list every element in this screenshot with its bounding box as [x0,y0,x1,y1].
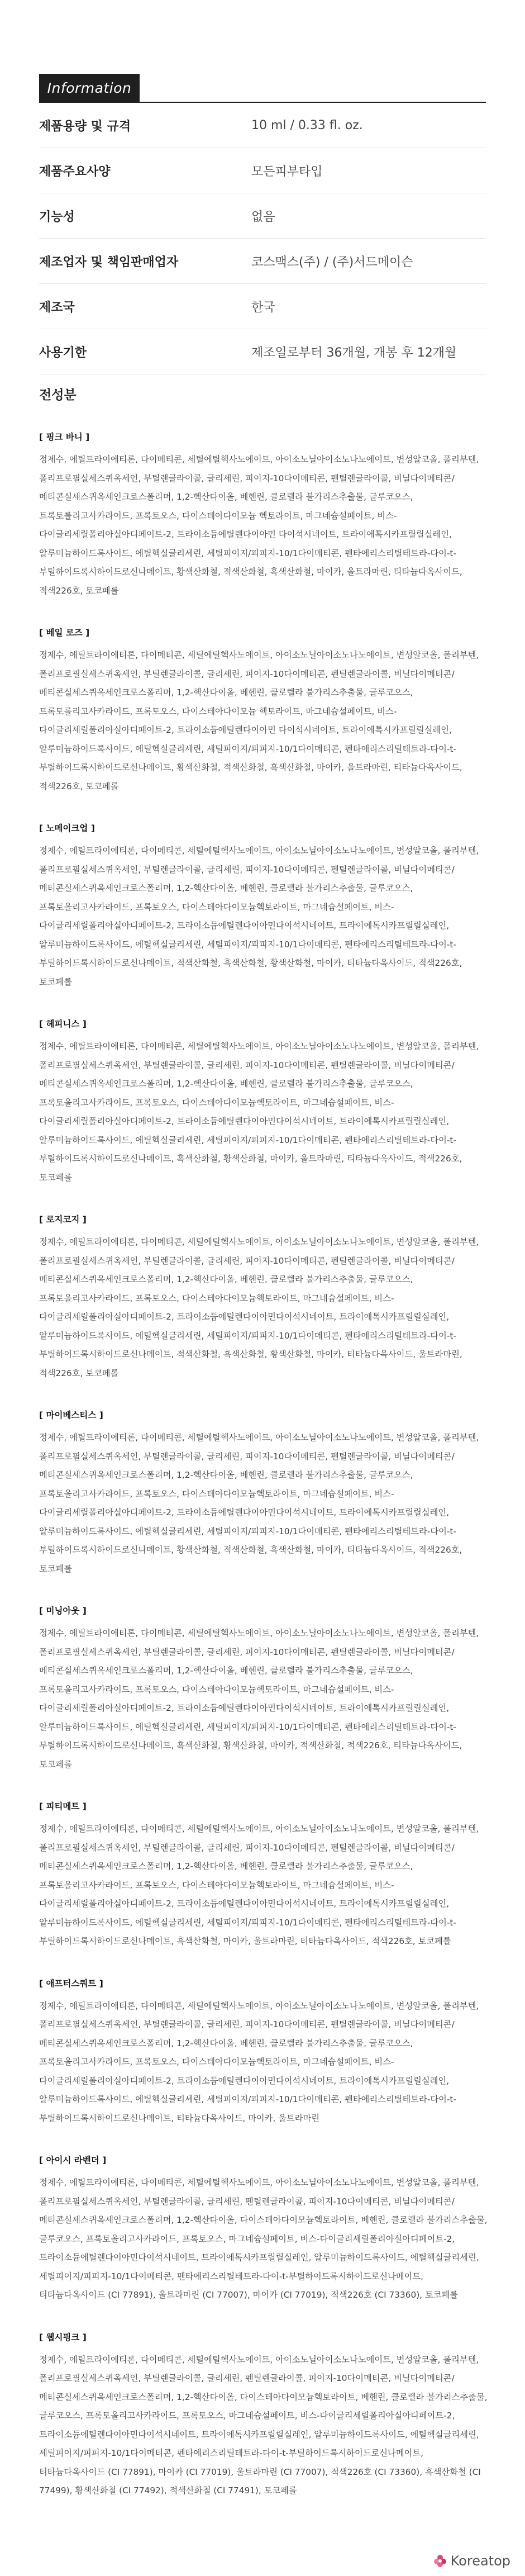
ingredient-block [39,1408,491,1578]
flower-icon [433,2554,447,2568]
ingredient-text: 정제수, 에틸트라이에티론, 다이메티콘, 세틸에틸헥사노에이트, 아이소노닐아이소노나노에이트, 변성알코올, 폴리부텐, 폴리프로필실세스퀴옥세인, 부틸렌글라이콜, 글리세린, 피이지-10다이메티콘, 펜틸렌글라이콜, 비닐다이메티콘/메티콘실세스퀴옥세인크로스폴리머, 1,2-헥산다이올, 베헨린, 클로렐라 불가리스추출물, 글루코오스, 트록토롤리고사카라이드, 프록토오스, 다이스테아다이모늄 헥토라이트, 마그네슘설페이트, 비스-다이글리세릴폴리아실아디페이트-2, 트라이소듐에틸렌다이아민 다이석시네이트, 트라이에톡시카프릴릴실레인, 알루미늄하이드록사이드, 에틸헥실글리세린, 세틸피이지/피피지-10/1다이메티콘, 펜타에리스리틸테트라-다이-t-부틸하이드록시하이드로신나메이트, 황색산화철, 적색산화철, 흑색산화철, 마이카, 울트라마린, 티타늄다옥사이드, 적색226호, 토코페롤 [39,454,479,596]
ingredient-block [39,2153,491,2305]
spec-value: 10 ml / 0.33 fl. oz. [251,118,363,132]
ingredient-text: 정제수, 에틸트라이에티론, 다이메티콘, 세틸에틸헥사노에이트, 아이소노닐아이소노나노에이트, 변성알코올, 폴리부텐, 폴리프로필실세스퀴옥세인, 부틸렌글라이콜, 글리세린, 펜틸렌글라이콜, 피이지-10다이메티콘, 비닐다이메티콘/메티콘실세스퀴옥세인크로스폴리머, 1,2-헥산다이올, 다이스테아다이모늄헥토라이트, 베헨린, 클로렐라 불가리스추출물, 글루코오스, 프록토올리고사카라이드, 프록토오스, 마그네슘설페이트, 비스-다이글리세릴폴리아실아디페이트-2, 트라이소듐에틸렌다이아민다이석시네이트, 트라이에톡시카프릴릴실레인, 알루미늄하이드록사이드, 에틸헥실글리세린, 세틸피이지/피피지-10/1다이메티콘, 펜타에리스리틸테트라-다이-t-부틸하이드록시하이드로신나메이트, 티타늄다옥사이드 (CI 77891), 마이카 (CI 77019), 울트라마린 (CI 77007), 적색226호 (CI 73360), 흑색산화철 (CI 77499), 황색산화철 (CI 77492), 적색산화철 (CI 77491), 토코페롤 [39,2354,488,2496]
ingredient-text: 정제수, 에틸트라이에티론, 다이메티콘, 세틸에틸헥사노에이트, 아이소노닐아이소노나노에이트, 변성알코올, 폴리부텐, 폴리프로필실세스퀴옥세인, 부틸렌글라이콜, 글리세린, 피이지-10다이메티콘, 펜틸렌글라이콜, 비닐다이메티콘/메티콘실세스퀴옥세인크로스폴리머, 1,2-헥산다이올, 베헨린, 클로렐라 불가리스추출물, 글루코오스, 프록토올리고사카라이드, 프록토오스, 다이스테아다이모늄헥토라이트, 마그네슘설페이트, 비스-다이글리세릴폴리아실아디페이트-2, 트라이소듐에틸렌다이아민다이석시네이트, 트라이에톡시카프릴릴실레인, 알루미늄하이드록사이드, 에틸헥실글리세린, 세틸피이지/피피지-10/1다이메티콘, 펜타에리스리틸테트라-다이-t-부틸하이드록시하이드로신나메이트, 적색산화철, 흑색산화철, 황색산화철, 마이카, 티타늄다옥사이드, 울트라마린, 적색226호, 토코페롤 [39,1237,479,1378]
ingredients-list [39,430,491,2526]
ingredient-block [39,1017,491,1187]
ingredient-block [39,1604,491,1774]
shade-name: [ 노메이크업 ] [39,823,95,833]
information-badge: Information [39,74,140,102]
spec-label: 기능성 [39,210,75,224]
shade-name: [ 피티메트 ] [39,1801,87,1811]
ingredient-text: 정제수, 에틸트라이에티론, 다이메티콘, 세틸에틸헥사노에이트, 아이소노닐아이소노나노에이트, 변성알코올, 폴리부텐, 폴리프로필실세스퀴옥세인, 부틸렌글라이콜, 글리세린, 피이지-10다이메티콘, 펜틸렌글라이콜, 비닐다이메티콘/메티콘실세스퀴옥세인크로스폴리머, 1,2-헥산다이올, 베헨린, 클로렐라 불가리스추출물, 글루코오스, 프록토올리고사카라이드, 프록토오스, 다이스테아다이모늄헥토라이트, 마그네슘설페이트, 비스-다이글리세릴폴리아실아디페이트-2, 트라이소듐에틸렌다이아민다이석시네이트, 트라이에톡시카프릴릴실레인, 알루미늄하이드록사이드, 에틸헥실글리세린, 세틸피이지/피피지-10/1다이메티콘, 펜타에리스리틸테트라-다이-t-부틸하이드록시하이드로신나메이트, 흑색산화철, 마이카, 울트라마린, 티타늄다옥사이드, 적색226호, 토코페롤 [39,1824,479,1946]
ingredient-block [39,430,491,600]
ingredient-text: 정제수, 에틸트라이에티론, 다이메티콘, 세틸에틸헥사노에이트, 아이소노닐아이소노나노에이트, 변성알코올, 폴리부텐, 폴리프로필실세스퀴옥세인, 부틸렌글라이콜, 글리세린, 피이지-10다이메티콘, 펜틸렌글라이콜, 비닐다이메티콘/메티콘실세스퀴옥세인크로스폴리머, 1,2-헥산다이올, 베헨린, 클로렐라 불가리스추출물, 글루코오스, 트록토롤리고사카라이드, 프록토오스, 다이스테아다이모늄 헥토라이트, 마그네슘설페이트, 비스-다이글리세릴폴리아실아디페이트-2, 트라이소듐에틸렌다이아민 다이석시네이트, 트라이에톡시카프릴릴실레인, 알루미늄하이드록사이드, 에틸헥실글리세린, 세틸피이지/피피지-10/1다이메티콘, 펜타에리스리틸테트라-다이-t-부틸하이드록시하이드로신나메이트, 황색산화철, 적색산화철, 흑색산화철, 마이카, 울트라마린, 티타늄다옥사이드, 적색226호, 토코페롤 [39,650,479,791]
shade-name: [ 핑크 바니 ] [39,432,90,442]
spec-row [39,239,486,284]
spec-label: 제품주요사양 [39,164,111,179]
ingredient-text: 정제수, 에틸트라이에티론, 다이메티콘, 세틸에틸헥사노에이트, 아이소노닐아이소노나노에이트, 변성알코올, 폴리부텐, 폴리프로필실세스퀴옥세인, 부틸렌글라이콜, 글리세린, 펜틸렌글라이콜, 피이지-10다이메티콘, 비닐다이메티콘/메티콘실세스퀴옥세인크로스폴리머, 1,2-헥산다이올, 다이스테아다이모늄헥토라이트, 베헨린, 클로렐라 불가리스추출물, 글루코오스, 프록토올리고사카라이드, 프록토오스, 마그네슘설페이트, 비스-다이글리세릴폴리아실아디페이트-2, 트라이소듐에틸렌다이아민다이석시네이트, 트라이에톡시카프릴릴실레인, 알루미늄하이드록사이드, 에틸헥실글리세린, 세틸피이지/피피지-10/1다이메티콘, 펜타에리스리틸테트라-다이-t-부틸하이드록시하이드로신나메이트, 티타늄다옥사이드 (CI 77891), 울트라마린 (CI 77007), 마이카 (CI 77019), 적색226호 (CI 73360), 토코페롤 [39,2177,488,2300]
shade-name: [ 헤피니스 ] [39,1019,87,1029]
logo-text: Koreatop [450,2553,510,2569]
ingredient-block [39,822,491,992]
ingredient-text: 정제수, 에틸트라이에티론, 다이메티콘, 세틸에틸헥사노에이트, 아이소노닐아이소노나노에이트, 변성알코올, 폴리부텐, 폴리프로필실세스퀴옥세인, 부틸렌글라이콜, 글리세린, 피이지-10다이메티콘, 펜틸렌글라이콜, 비닐다이메티콘/메티콘실세스퀴옥세인크로스폴리머, 1,2-헥산다이올, 베헨린, 클로렐라 불가리스추출물, 글루코오스, 프록토올리고사카라이드, 프록토오스, 다이스테아다이모늄헥토라이트, 마그네슘설페이트, 비스-다이글리세릴폴리아실아디페이트-2, 트라이소듐에틸렌다이아민다이석시네이트, 트라이에톡시카프릴릴실레인, 알루미늄하이드록사이드, 에틸헥실글리세린, 세틸피이지/피피지-10/1다이메티콘, 펜타에리스리틸테트라-다이-t-부틸하이드록시하이드로신나메이트, 흑색산화철, 황색산화철, 마이카, 울트라마린, 티타늄다옥사이드, 적색226호, 토코페롤 [39,1041,479,1183]
spec-row [39,193,486,239]
spec-value: 제조일로부터 36개월, 개봉 후 12개월 [251,345,457,360]
spec-label: 사용기한 [39,345,87,360]
shade-name: [ 베일 로즈 ] [39,628,90,638]
shade-name: [ 미닝아웃 ] [39,1606,87,1616]
spec-row [39,329,486,374]
spec-row [39,103,486,148]
ingredients-heading: 전성분 [39,388,77,402]
spec-table [39,103,486,374]
spec-row [39,284,486,329]
shade-name: [ 마이베스티스 ] [39,1410,103,1420]
spec-value: 없음 [251,210,275,224]
ingredient-block [39,1977,491,2128]
spec-label: 제조업자 및 책임판매업자 [39,255,179,269]
spec-value: 모든피부타입 [251,164,323,179]
shade-name: [ 애프터스쿼트 ] [39,1978,103,1989]
spec-label: 제조국 [39,300,75,315]
ingredient-text: 정제수, 에틸트라이에티론, 다이메티콘, 세틸에틸헥사노에이트, 아이소노닐아이소노나노에이트, 변성알코올, 폴리부텐, 폴리프로필실세스퀴옥세인, 부틸렌글라이콜, 글리세린, 피이지-10다이메티콘, 펜틸렌글라이콜, 비닐다이메티콘/메티콘실세스퀴옥세인크로스폴리머, 1,2-헥산다이올, 베헨린, 클로렐라 불가리스추출물, 글루코오스, 프록토올리고사카라이드, 프록토오스, 다이스테아다이모늄헥토라이트, 마그네슘설페이트, 비스-다이글리세릴폴리아실아디페이트-2, 트라이소듐에틸렌다이아민다이석시네이트, 트라이에톡시카프릴릴실레인, 알루미늄하이드록사이드, 에틸헥실글리세린, 세틸피이지/피피지-10/1다이메티콘, 펜타에리스리틸테트라-다이-t-부틸하이드록시하이드로신나메이트, 흑색산화철, 황색산화철, 마이카, 적색산화철, 적색226호, 티타늄다옥사이드, 토코페롤 [39,1628,479,1769]
ingredient-block [39,2331,491,2501]
ingredient-block [39,1800,491,1951]
spec-row [39,148,486,193]
spec-value: 한국 [251,300,275,315]
spec-label: 제품용량 및 규격 [39,119,131,134]
shade-name: [ 로지코지 ] [39,1215,87,1225]
koreatop-logo [433,2553,510,2569]
ingredient-block [39,1213,491,1383]
shade-name: [ 아이시 라벤더 ] [39,2155,107,2165]
ingredient-text: 정제수, 에틸트라이에티론, 다이메티콘, 세틸에틸헥사노에이트, 아이소노닐아이소노나노에이트, 변성알코올, 폴리부텐, 폴리프로필실세스퀴옥세인, 부틸렌글라이콜, 글리세린, 피이지-10다이메티콘, 펜틸렌글라이콜, 비닐다이메티콘/메티콘실세스퀴옥세인크로스폴리머, 1,2-헥산다이올, 베헨린, 클로렐라 불가리스추출물, 글루코오스, 프록토올리고사카라이드, 프록토오스, 다이스테아다이모늄헥토라이트, 마그네슘설페이트, 비스-다이글리세릴폴리아실아디페이트-2, 트라이소듐에틸렌다이아민다이석시네이트, 트라이에톡시카프릴릴실레인, 알루미늄하이드록사이드, 에틸헥실글리세린, 세틸피이지/피피지-10/1다이메티콘, 펜타에리스리틸테트라-다이-t-부틸하이드록시하이드로신나메이트, 적색산화철, 흑색산화철, 황색산화철, 마이카, 티타늄다옥사이드, 적색226호, 토코페롤 [39,846,479,987]
ingredient-block [39,626,491,796]
spec-value: 코스맥스(주) / (주)서드메이슨 [251,255,413,269]
shade-name: [ 웹시핑크 ] [39,2332,87,2342]
ingredient-text: 정제수, 에틸트라이에티론, 다이메티콘, 세틸에틸헥사노에이트, 아이소노닐아이소노나노에이트, 변성알코올, 폴리부텐, 폴리프로필실세스퀴옥세인, 부틸렌글라이콜, 글리세린, 피이지-10다이메티콘, 펜틸렌글라이콜, 비닐다이메티콘/메티콘실세스퀴옥세인크로스폴리머, 1,2-헥산다이올, 베헨린, 클로렐라 불가리스추출물, 글루코오스, 프록토올리고사카라이드, 프록토오스, 다이스테아다이모늄헥토라이트, 마그네슘설페이트, 비스-다이글리세릴폴리아실아디페이트-2, 트라이소듐에틸렌다이아민다이석시네이트, 트라이에톡시카프릴릴실레인, 알루미늄하이드록사이드, 에틸헥실글리세린, 세틸피이지/피피지-10/1다이메티콘, 펜타에리스리틸테트라-다이-t-부틸하이드록시하이드로신나메이트, 티타늄다옥사이드, 마이카, 울트라마린 [39,2000,479,2123]
ingredient-text: 정제수, 에틸트라이에티론, 다이메티콘, 세틸에틸헥사노에이트, 아이소노닐아이소노나노에이트, 변성알코올, 폴리부텐, 폴리프로필실세스퀴옥세인, 부틸렌글라이콜, 글리세린, 피이지-10다이메티콘, 펜틸렌글라이콜, 비닐다이메티콘/메티콘실세스퀴옥세인크로스폴리머, 1,2-헥산다이올, 베헨린, 클로렐라 불가리스추출물, 글루코오스, 프록토올리고사카라이드, 프록토오스, 다이스테아다이모늄헥토라이트, 마그네슘설페이트, 비스-다이글리세릴폴리아실아디페이트-2, 트라이소듐에틸렌다이아민다이석시네이트, 트라이에톡시카프릴릴실레인, 알루미늄하이드록사이드, 에틸헥실글리세린, 세틸피이지/피피지-10/1다이메티콘, 펜타에리스리틸테트라-다이-t-부틸하이드록시하이드로신나메이트, 황색산화철, 적색산화철, 흑색산화철, 마이카, 티타늄다옥사이드, 적색226호, 토코페롤 [39,1432,479,1574]
